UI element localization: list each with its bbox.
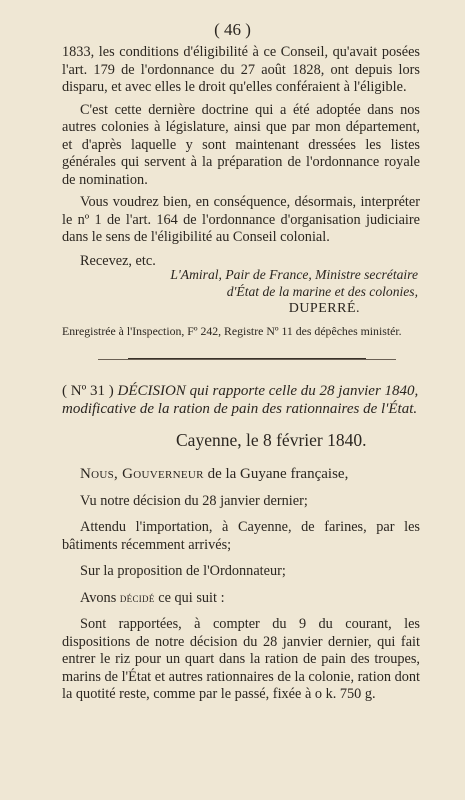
paragraph: 1833, les conditions d'éligibilité à ce Conseil, qu'avait posées l'art. 179 de l'ordonnance du 27 août 1828, ont depuis lors disparu, et avec elles le droit qu'elles conféraient à l'éligible. [62,44,420,95]
decision-heading [62,382,432,418]
letter-body [62,44,420,270]
signature-block [62,266,418,317]
governor-line [62,466,420,484]
closing-formula: Recevez, etc. [80,252,156,269]
paragraph: Attendu l'importation, à Cayenne, de farines, par les bâtiments récemment arrivés; [62,519,420,553]
decision-number: ( Nº 31 ) [62,383,114,399]
decision-title-line1: qui rapporte celle du 28 janvier 1840, [189,383,419,399]
signature-title-line1: L'Amiral, Pair de France, Ministre secrétaire [170,267,418,282]
paragraph: Sur la proposition de l'Ordonnateur; [80,563,286,579]
page-number: ( 46 ) [214,20,251,39]
avons-line [62,590,420,608]
dateline: Cayenne, le 8 février 1840. [176,430,367,450]
section-divider [128,358,366,360]
paragraph: Vu notre décision du 28 janvier dernier; [80,492,308,509]
decision-body [62,466,420,704]
registration-note: Enregistrée à l'Inspection, Fº 242, Registre Nº 11 des dépêches ministér. [62,324,402,338]
decision-title-line2: modificative de la ration de pain des rationnaires de l'État. [62,401,418,417]
final-paragraph: Sont rapportées, à compter du 9 du courant, les dispositions de notre décision du 28 janvier dernier, qui fait entrer le riz pour un quart dans la ration de pain des troupes, marins de l'État et autres rationnaires de la colonie, ration dont la quotité reste, comme par le passé, fixée à o k. 750 g. [62,616,420,702]
governor-title: Nous, Gouverneur [80,466,204,482]
signature-title-line2: d'État de la marine et des colonies, [226,284,418,299]
signatory-name: DUPERRÉ. [288,301,360,316]
paragraph: C'est cette dernière doctrine qui a été adoptée dans nos autres colonies à législature, ainsi que par mon département, et d'après laquelle y sont maintenant dressées les listes générales qui servent à la préparation de l'ordonnance royale de nomination. [62,101,420,188]
avons-word: Avons [80,589,117,606]
decide-word: décidé [119,590,155,605]
decision-title-word: DÉCISION [117,383,186,399]
governor-rest: de la Guyane française, [207,466,349,482]
paragraph: Vous voudrez bien, en conséquence, désormais, interpréter le nº 1 de l'art. 164 de l'ordonnance d'organisation judiciaire dans le sens de l'éligibilité au Conseil colonial. [62,194,420,245]
avons-rest: ce qui suit : [158,589,225,606]
